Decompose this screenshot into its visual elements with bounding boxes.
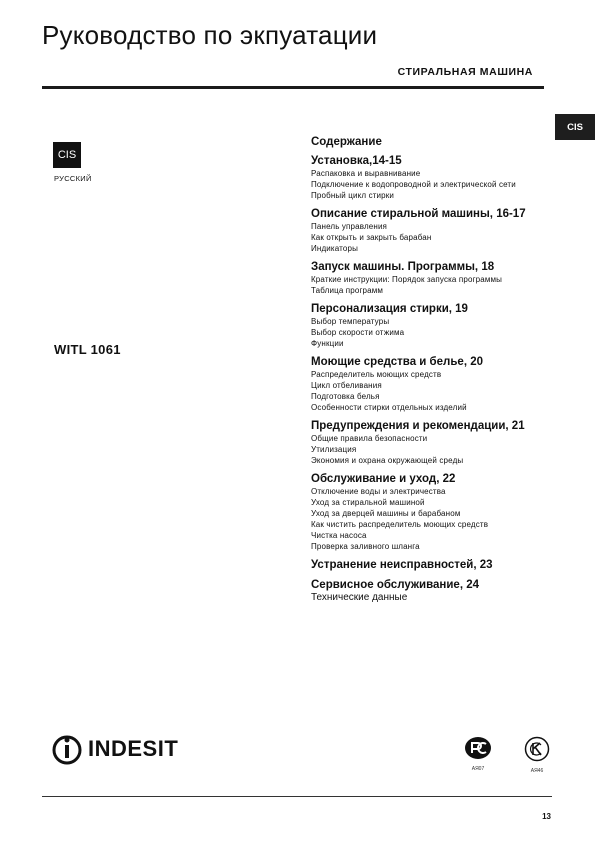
safety-cert-icon bbox=[524, 736, 550, 762]
toc-section-heading: Установка,14-15 bbox=[311, 155, 402, 167]
page-number: 13 bbox=[542, 812, 551, 821]
toc-section bbox=[311, 578, 571, 604]
toc-subitem: Как открыть и закрыть барабан bbox=[311, 233, 432, 242]
toc-subitem: Распаковка и выравнивание bbox=[311, 169, 421, 178]
toc-subitem: Уход за стиральной машиной bbox=[311, 498, 425, 507]
toc-section bbox=[311, 355, 571, 413]
toc-title: Содержание bbox=[311, 136, 382, 148]
toc-section bbox=[311, 154, 571, 201]
toc-section bbox=[311, 207, 571, 254]
toc-subitem: Панель управления bbox=[311, 222, 388, 231]
toc-section-heading: Описание стиральной машины, 16-17 bbox=[311, 208, 526, 220]
toc-subitem: Функции bbox=[311, 339, 344, 348]
toc-section-heading: Персонализация стирки, 19 bbox=[311, 303, 468, 315]
header-divider bbox=[42, 86, 544, 89]
toc-section bbox=[311, 419, 571, 466]
toc-section-heading: Сервисное обслуживание, 24 bbox=[311, 579, 480, 591]
toc-subitem: Цикл отбеливания bbox=[311, 381, 382, 390]
toc-subitem: Краткие инструкции: Порядок запуска программы bbox=[311, 275, 503, 284]
toc-section-heading: Моющие средства и белье, 20 bbox=[311, 356, 484, 368]
toc-subitem: Экономия и охрана окружающей среды bbox=[311, 456, 464, 465]
toc-sections bbox=[311, 154, 571, 604]
region-tab: CIS bbox=[555, 114, 595, 140]
toc-subitem: Утилизация bbox=[311, 445, 357, 454]
toc-subitem: Как чистить распределитель моющих средств bbox=[311, 520, 489, 529]
toc-subitem: Распределитель моющих средств bbox=[311, 370, 442, 379]
certification-label: АЯ07 bbox=[471, 766, 485, 772]
brand-logo bbox=[52, 732, 178, 766]
toc-section bbox=[311, 472, 571, 552]
toc-section-heading: Запуск машины. Программы, 18 bbox=[311, 261, 495, 273]
brand-name: INDESIT bbox=[88, 736, 179, 761]
page-title: Руководство по экпуатации bbox=[42, 20, 378, 50]
toc-subitem: Подготовка белья bbox=[311, 392, 380, 401]
certification-mark bbox=[524, 736, 550, 774]
toc-subitem: Проверка заливного шланга bbox=[311, 542, 420, 551]
toc-section-heading: Предупреждения и рекомендации, 21 bbox=[311, 420, 525, 432]
toc-subitem: Общие правила безопасности bbox=[311, 434, 428, 443]
toc-subitem: Выбор скорости отжима bbox=[311, 328, 405, 337]
toc-section-heading: Устранение неисправностей, 23 bbox=[311, 559, 493, 571]
certification-mark bbox=[464, 736, 492, 772]
footer-divider bbox=[42, 796, 552, 797]
toc-subitem: Выбор температуры bbox=[311, 317, 390, 326]
toc-subitem: Индикаторы bbox=[311, 244, 358, 253]
language-name: РУССКИЙ bbox=[54, 174, 92, 183]
toc-subitem: Пробный цикл стирки bbox=[311, 191, 395, 200]
toc-subitem: Отключение воды и электричества bbox=[311, 487, 446, 496]
toc-section-heading: Обслуживание и уход, 22 bbox=[311, 473, 456, 485]
toc-subitem: Уход за дверцей машины и барабаном bbox=[311, 509, 461, 518]
table-of-contents bbox=[311, 136, 571, 610]
toc-subitem: Подключение к водопроводной и электрической сети bbox=[311, 180, 516, 189]
indesit-i-icon bbox=[52, 732, 82, 766]
page-subtitle: СТИРАЛЬНАЯ МАШИНА bbox=[397, 66, 533, 78]
toc-subitem: Технические данные bbox=[311, 592, 408, 603]
model-number: WITL 1061 bbox=[54, 342, 121, 357]
pct-mark-icon bbox=[464, 736, 492, 760]
toc-section bbox=[311, 302, 571, 349]
toc-subitem: Особенности стирки отдельных изделий bbox=[311, 403, 467, 412]
toc-subitem: Таблица программ bbox=[311, 286, 384, 295]
language-badge: CIS bbox=[53, 142, 81, 168]
certification-label: АЯ46 bbox=[530, 768, 544, 774]
toc-subitem: Чистка насоса bbox=[311, 531, 367, 540]
toc-section bbox=[311, 260, 571, 296]
toc-section bbox=[311, 558, 571, 572]
